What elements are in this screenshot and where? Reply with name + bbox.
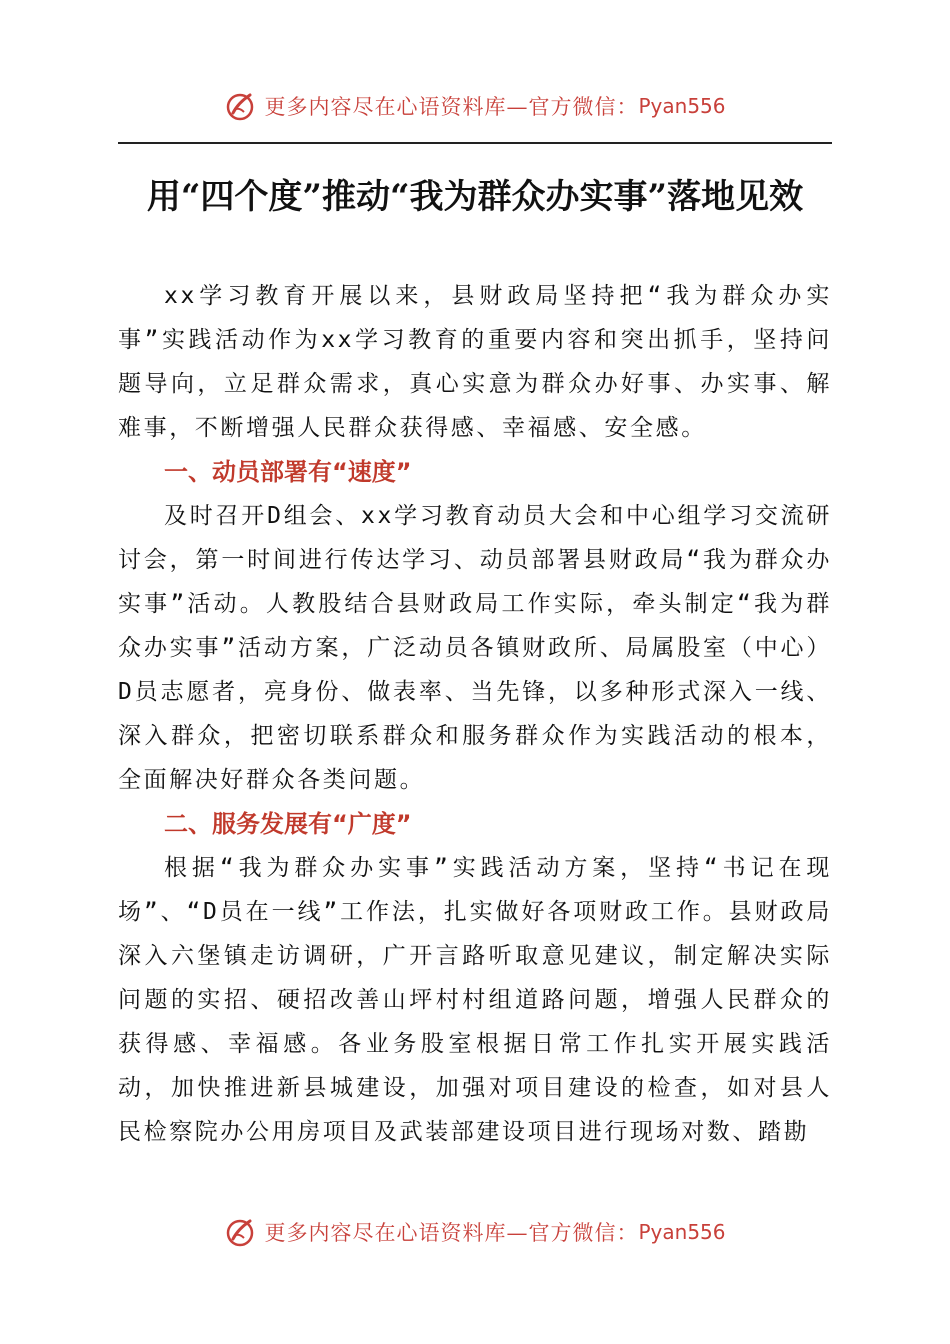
section-heading: 一、动员部署有“速度” [164, 458, 412, 486]
banner-wechat-id: Pyan556 [638, 1220, 726, 1244]
intro-paragraph: xx学习教育开展以来，县财政局坚持把“我为群众办实事”实践活动作为xx学习教育的重要内容和突出抓手，坚持问题导向，立足群众需求，真心实意为群众办好事、办实事、解难事，不断增强人民群众获得感、幸福感、安全感。 [118, 283, 832, 441]
banner-text: 更多内容尽在心语资料库—官方微信： [264, 1221, 639, 1245]
banner-wechat-id: Pyan556 [638, 94, 726, 118]
banner-text: 更多内容尽在心语资料库—官方微信： [264, 95, 639, 119]
header-banner [0, 86, 950, 126]
ink-brush-logo-icon [224, 89, 258, 123]
section-paragraph: 及时召开D组会、xx学习教育动员大会和中心组学习交流研讨会，第一时间进行传达学习、动员部署县财政局“我为群众办实事”活动。人教股结合县财政局工作实际，牵头制定“我为群众办实事”活动方案，广泛动员各镇财政所、局属股室（中心）D员志愿者，亮身份、做表率、当先锋，以多种形式深入一线、深入群众，把密切联系群众和服务群众作为实践活动的根本，全面解决好群众各类问题。 [118, 503, 832, 793]
document-body [118, 274, 832, 1154]
section-heading: 二、服务发展有“广度” [164, 810, 412, 838]
section-paragraph: 根据“我为群众办实事”实践活动方案，坚持“书记在现场”、“D员在一线”工作法，扎实做好各项财政工作。县财政局深入六堡镇走访调研，广开言路听取意见建议，制定解决实际问题的实招、硬招改善山坪村村组道路问题，增强人民群众的获得感、幸福感。各业务股室根据日常工作扎实开展实践活动，加快推进新县城建设，加强对项目建设的检查，如对县人民检察院办公用房项目及武装部建设项目进行现场对数、踏勘 [118, 855, 832, 1145]
header-divider [118, 142, 832, 144]
ink-brush-logo-icon [224, 1215, 258, 1249]
page-title: 用“四个度”推动“我为群众办实事”落地见效 [146, 176, 804, 217]
footer-banner [0, 1212, 950, 1252]
